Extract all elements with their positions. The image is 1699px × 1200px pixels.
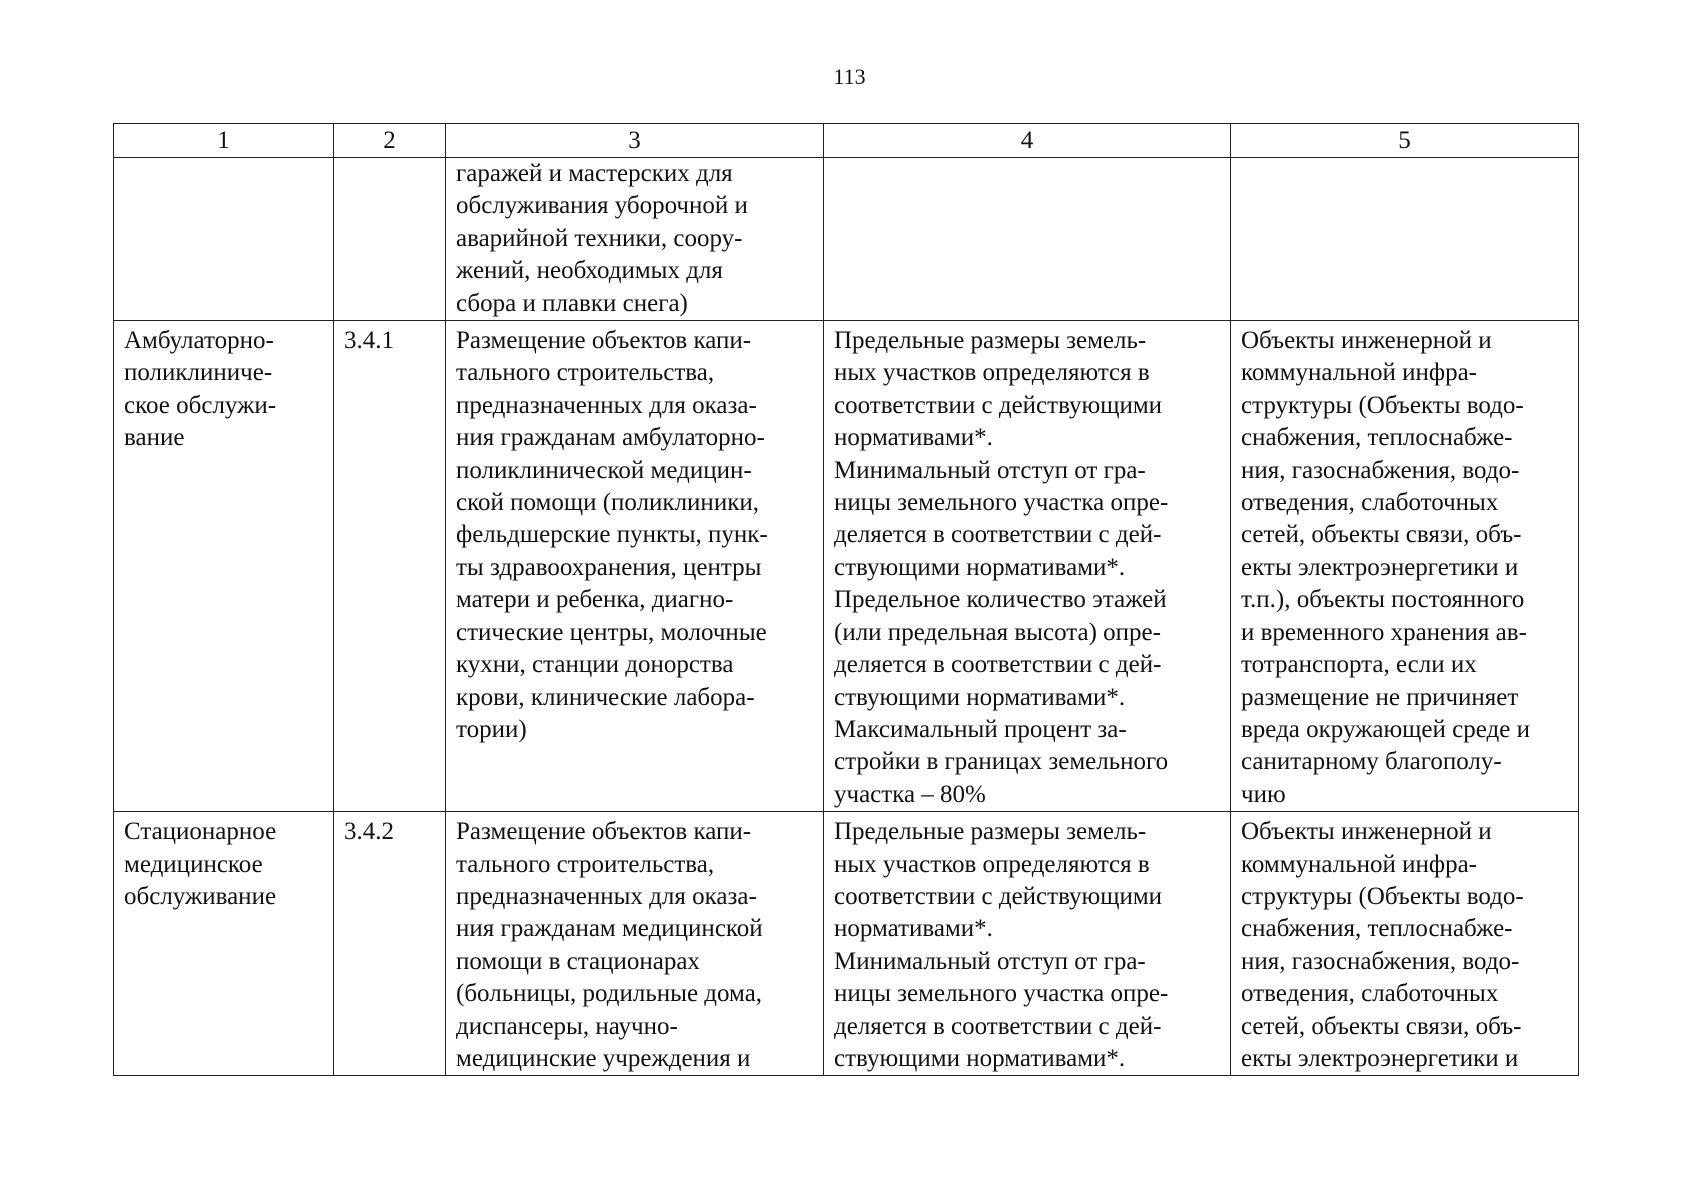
cell-line: структуры (Объекты водо-: [1241, 882, 1524, 910]
cell-line: коммунальной инфра-: [1241, 359, 1477, 387]
cell-line: кухни, станции донорства: [456, 651, 734, 679]
cell-line: Размещение объектов капи-: [456, 327, 752, 355]
cell-line: матери и ребенка, диагно-: [456, 586, 734, 614]
table-row: [114, 321, 1579, 812]
cell-parameters: [824, 321, 1231, 812]
cell-line: и временного хранения ав-: [1241, 618, 1527, 646]
cell-auxiliary-uses: [1231, 158, 1579, 321]
cell-line: структуры (Объекты водо-: [1241, 391, 1524, 419]
cell-line: нормативами*.: [834, 915, 993, 943]
header-col-1: 1: [114, 124, 334, 158]
cell-line: фельдшерские пункты, пунк-: [456, 521, 768, 549]
cell-line: поликлиниче-: [124, 359, 273, 387]
cell-line: участка – 80%: [834, 780, 986, 808]
cell-line: жений, необходимых для: [456, 257, 723, 285]
page-number: 113: [833, 64, 866, 89]
cell-line: отведения, слаботочных: [1241, 489, 1499, 517]
cell-line: Предельные размеры земель-: [834, 327, 1147, 355]
cell-line: соответствии с действующими: [834, 391, 1163, 419]
cell-line: отведения, слаботочных: [1241, 980, 1499, 1008]
cell-line: размещение не причиняет: [1241, 683, 1519, 711]
cell-line: диспансеры, научно-: [456, 1012, 678, 1040]
header-row: [114, 124, 1579, 158]
cell-line: екты электроэнергетики и: [1241, 553, 1519, 581]
cell-line: Размещение объектов капи-: [456, 818, 752, 846]
cell-line: санитарному благополу-: [1241, 748, 1502, 776]
cell-line: стройки в границах земельного: [834, 748, 1169, 776]
cell-parameters: [824, 812, 1231, 1076]
cell-line: помощи в стационарах: [456, 947, 700, 975]
cell-line: тории): [456, 715, 527, 743]
cell-line: нормативами*.: [834, 424, 993, 452]
cell-line: сбора и плавки снега): [456, 289, 688, 317]
cell-description: [446, 321, 824, 812]
cell-line: поликлинической медицин-: [456, 456, 752, 484]
cell-line: соответствии с действующими: [834, 882, 1163, 910]
cell-use-type: [114, 812, 334, 1076]
cell-line: ницы земельного участка опре-: [834, 980, 1169, 1008]
zoning-table: [113, 123, 1579, 1076]
cell-line: Минимальный отступ от гра-: [834, 947, 1146, 975]
cell-auxiliary-uses: [1231, 812, 1579, 1076]
cell-line: тотранспорта, если их: [1241, 651, 1477, 679]
cell-line: деляется в соответствии с дей-: [834, 521, 1162, 549]
cell-line: (больницы, родильные дома,: [456, 980, 763, 1008]
cell-code: [334, 321, 446, 812]
cell-line: предназначенных для оказа-: [456, 882, 757, 910]
cell-line: обслуживание: [124, 882, 277, 910]
cell-parameters: [824, 158, 1231, 321]
cell-line: 3.4.2: [344, 818, 394, 846]
cell-use-type: [114, 158, 334, 321]
cell-description: [446, 158, 824, 321]
cell-line: вание: [124, 424, 185, 452]
cell-line: Объекты инженерной и: [1241, 818, 1492, 846]
cell-line: (или предельная высота) опре-: [834, 618, 1161, 646]
cell-line: ствующими нормативами*.: [834, 683, 1126, 711]
header-col-3: 3: [446, 124, 824, 158]
cell-line: Стационарное: [124, 818, 277, 846]
table-row: [114, 812, 1579, 1076]
cell-line: т.п.), объекты постоянного: [1241, 586, 1525, 614]
cell-line: сетей, объекты связи, объ-: [1241, 521, 1522, 549]
cell-line: чию: [1241, 780, 1286, 808]
header-col-4: 4: [824, 124, 1231, 158]
cell-line: ния гражданам амбулаторно-: [456, 424, 765, 452]
cell-line: ных участков определяются в: [834, 850, 1150, 878]
cell-line: ское обслужи-: [124, 391, 277, 419]
cell-line: Предельные размеры земель-: [834, 818, 1147, 846]
cell-code: [334, 158, 446, 321]
cell-line: деляется в соответствии с дей-: [834, 651, 1162, 679]
cell-line: ния, газоснабжения, водо-: [1241, 456, 1520, 484]
cell-line: обслуживания уборочной и: [456, 192, 748, 220]
cell-line: ствующими нормативами*.: [834, 1044, 1126, 1072]
cell-line: екты электроэнергетики и: [1241, 1044, 1519, 1072]
cell-line: аварийной техники, соору-: [456, 224, 743, 252]
cell-line: снабжения, теплоснабже-: [1241, 424, 1513, 452]
cell-line: тального строительства,: [456, 359, 715, 387]
cell-code: [334, 812, 446, 1076]
cell-line: крови, клинические лабора-: [456, 683, 755, 711]
cell-line: снабжения, теплоснабже-: [1241, 915, 1513, 943]
cell-line: ты здравоохранения, центры: [456, 553, 762, 581]
cell-line: ных участков определяются в: [834, 359, 1150, 387]
cell-line: гаражей и мастерских для: [456, 160, 733, 187]
header-col-5: 5: [1231, 124, 1579, 158]
cell-use-type: [114, 321, 334, 812]
cell-line: ния, газоснабжения, водо-: [1241, 947, 1520, 975]
cell-line: ской помощи (поликлиники,: [456, 489, 759, 517]
cell-line: Объекты инженерной и: [1241, 327, 1492, 355]
cell-line: Максимальный процент за-: [834, 715, 1127, 743]
cell-line: стические центры, молочные: [456, 618, 767, 646]
cell-line: сетей, объекты связи, объ-: [1241, 1012, 1522, 1040]
cell-line: ницы земельного участка опре-: [834, 489, 1169, 517]
cell-line: вреда окружающей среде и: [1241, 715, 1530, 743]
cell-line: Минимальный отступ от гра-: [834, 456, 1146, 484]
cell-line: медицинские учреждения и: [456, 1044, 751, 1072]
cell-line: медицинское: [124, 850, 263, 878]
cell-line: коммунальной инфра-: [1241, 850, 1477, 878]
cell-line: ния гражданам медицинской: [456, 915, 763, 943]
cell-auxiliary-uses: [1231, 321, 1579, 812]
cell-line: тального строительства,: [456, 850, 715, 878]
cell-line: Предельное количество этажей: [834, 586, 1167, 614]
cell-line: ствующими нормативами*.: [834, 553, 1126, 581]
cell-line: 3.4.1: [344, 327, 394, 355]
cell-description: [446, 812, 824, 1076]
header-col-2: 2: [334, 124, 446, 158]
cell-line: деляется в соответствии с дей-: [834, 1012, 1162, 1040]
cell-line: Амбулаторно-: [124, 327, 274, 355]
cell-line: предназначенных для оказа-: [456, 391, 757, 419]
table-row: [114, 158, 1579, 321]
